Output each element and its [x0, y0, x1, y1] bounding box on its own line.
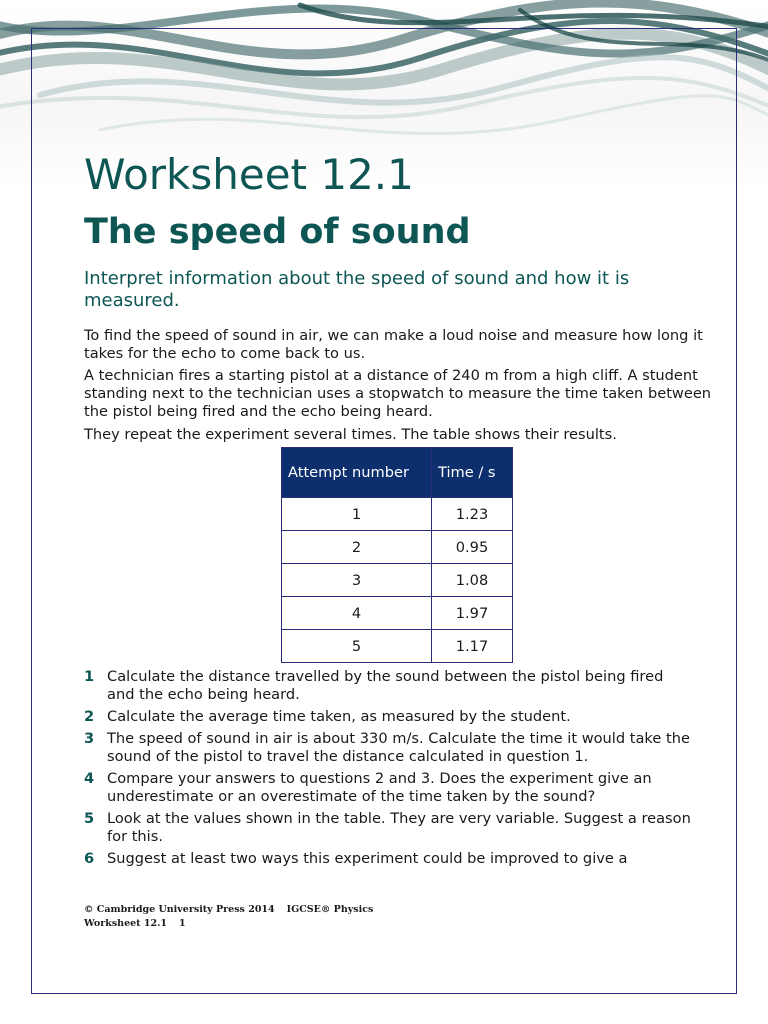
time-cell: 1.08 [432, 564, 513, 597]
question-item [84, 770, 714, 806]
footer-page-number: 1 [179, 918, 186, 929]
time-cell: 1.97 [432, 597, 513, 630]
question-number: 2 [84, 708, 95, 725]
question-text: Compare your answers to questions 2 and 3. Does the experiment give an underestimate or an overestimate of the time taken by the sound? [107, 770, 652, 805]
column-header-time: Time / s [432, 448, 513, 498]
footer-worksheet: Worksheet 12.1 [84, 918, 167, 929]
table-header-row [282, 448, 513, 498]
question-item [84, 730, 714, 766]
attempt-cell: 3 [282, 564, 432, 597]
table-row [282, 498, 513, 531]
worksheet-intro: Interpret information about the speed of sound and how it is measured. [84, 268, 630, 311]
question-number: 3 [84, 730, 95, 747]
page-footer [84, 903, 385, 931]
question-item [84, 708, 714, 726]
worksheet-title: Worksheet 12.1 [84, 150, 414, 199]
question-text: The speed of sound in air is about 330 m/s. Calculate the time it would take the sound of the pistol to travel the distance calculated in question 1. [107, 730, 690, 765]
paragraph-2: A technician fires a starting pistol at a distance of 240 m from a high cliff. A student standing next to the technician uses a stopwatch to measure the time taken between the pistol being fired and the echo being heard. [84, 367, 712, 420]
question-text: Suggest at least two ways this experiment could be improved to give a [107, 850, 628, 867]
footer-line-2 [84, 917, 385, 931]
footer-course: IGCSE® Physics [286, 904, 374, 915]
paragraph-1: To find the speed of sound in air, we can make a loud noise and measure how long it takes for the echo to come back to us. [84, 327, 703, 362]
table-row [282, 564, 513, 597]
question-text: Calculate the distance travelled by the sound between the pistol being fired and the echo being heard. [107, 668, 664, 703]
question-number: 6 [84, 850, 95, 867]
column-header-attempt: Attempt number [282, 448, 432, 498]
attempt-cell: 1 [282, 498, 432, 531]
table-row [282, 630, 513, 663]
question-item [84, 668, 714, 704]
table-row [282, 531, 513, 564]
footer-copyright: © Cambridge University Press 2014 [84, 904, 275, 915]
footer-line-1 [84, 903, 385, 917]
question-text: Look at the values shown in the table. They are very variable. Suggest a reason for this. [107, 810, 691, 845]
attempt-cell: 2 [282, 531, 432, 564]
attempt-cell: 4 [282, 597, 432, 630]
attempt-cell: 5 [282, 630, 432, 663]
question-number: 4 [84, 770, 95, 787]
table-row [282, 597, 513, 630]
question-number: 1 [84, 668, 95, 685]
question-number: 5 [84, 810, 95, 827]
question-list [84, 668, 714, 872]
time-cell: 1.17 [432, 630, 513, 663]
question-item [84, 850, 714, 868]
worksheet-subtitle: The speed of sound [84, 212, 471, 252]
question-item [84, 810, 714, 846]
question-text: Calculate the average time taken, as measured by the student. [107, 708, 571, 725]
time-cell: 0.95 [432, 531, 513, 564]
time-cell: 1.23 [432, 498, 513, 531]
results-table [281, 447, 513, 663]
paragraph-3: They repeat the experiment several times. The table shows their results. [84, 426, 617, 443]
